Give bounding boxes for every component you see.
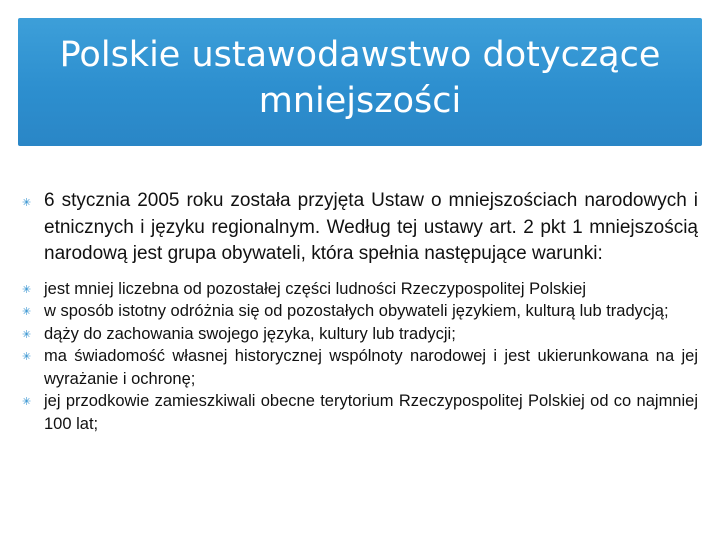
condition-text: jej przodkowie zamieszkiwali obecne terytorium Rzeczypospolitej Polskiej od co najmniej 100 lat; <box>44 392 698 433</box>
slide-title: Polskie ustawodawstwo dotyczące mniejszości <box>59 35 661 121</box>
condition-text: ma świadomość własnej historycznej wspólnoty narodowej i jest ukierunkowana na jej wyrażanie i ochronę; <box>44 347 698 388</box>
asterisk-icon: ✳ <box>22 283 32 296</box>
condition-text: w sposób istotny odróżnia się od pozostałych obywateli językiem, kulturą lub tradycją; <box>44 302 669 320</box>
condition-item <box>22 345 698 390</box>
condition-text: dąży do zachowania swojego języka, kultury lub tradycji; <box>44 324 456 343</box>
main-bullet-text: 6 stycznia 2005 roku została przyjęta Ustaw o mniejszościach narodowych i etnicznych i języku regionalnym. Według tej ustawy art. 2 pkt 1 mniejszością narodową jest grupa obywateli, która spełnia następujące warunki: <box>44 190 698 264</box>
asterisk-icon: ✳ <box>22 328 32 341</box>
slide-content <box>22 188 698 435</box>
condition-item <box>22 390 698 435</box>
asterisk-icon: ✳ <box>22 197 32 209</box>
conditions-list <box>22 278 698 436</box>
asterisk-icon: ✳ <box>22 351 32 363</box>
condition-text: jest mniej liczebna od pozostałej części ludności Rzeczypospolitej Polskiej <box>44 279 587 298</box>
condition-item <box>22 278 698 301</box>
condition-item <box>22 300 698 323</box>
asterisk-icon: ✳ <box>22 396 32 408</box>
condition-item <box>22 323 698 346</box>
asterisk-icon: ✳ <box>22 306 32 318</box>
title-banner <box>18 18 702 146</box>
main-bullet <box>22 188 698 268</box>
